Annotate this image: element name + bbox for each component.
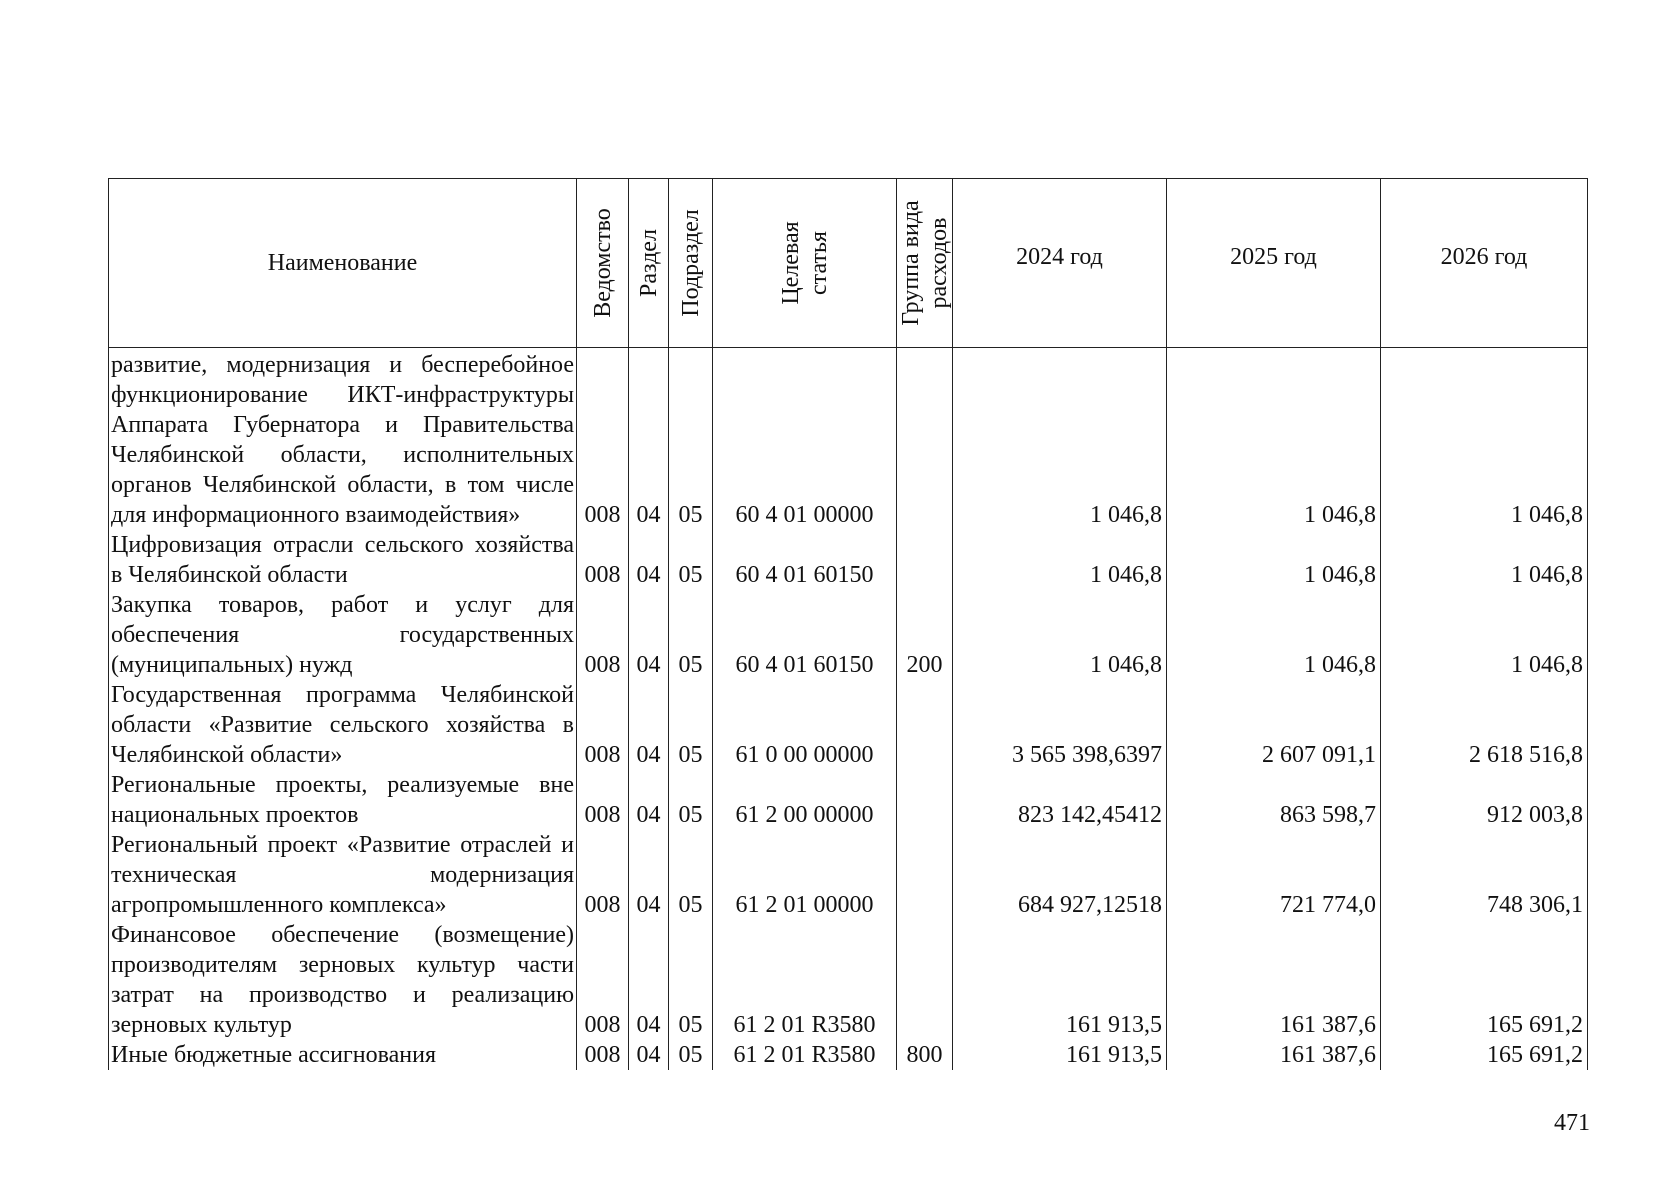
row-target-article: 60 4 01 60150 [713,530,897,590]
row-expense-group [897,920,953,1040]
row-section: 04 [629,1040,669,1070]
row-subsection: 05 [669,1040,713,1070]
row-name: Иные бюджетные ассигнования [109,1040,577,1070]
header-year-2025: 2025 год [1167,179,1381,348]
table-row [109,830,1588,920]
row-amount-2025: 863 598,7 [1167,770,1381,830]
table-row [109,920,1588,1040]
row-subsection: 05 [669,590,713,680]
row-amount-2025: 1 046,8 [1167,530,1381,590]
row-section: 04 [629,530,669,590]
row-name: Государственная программа Челябинской области «Развитие сельского хозяйства в Челябинской области» [109,680,577,770]
row-expense-group [897,770,953,830]
row-expense-group [897,530,953,590]
row-department: 008 [577,680,629,770]
header-name: Наименование [109,179,577,348]
row-name: Финансовое обеспечение (возмещение) производителям зерновых культур части затрат на производство и реализацию зерновых культур [109,920,577,1040]
row-department: 008 [577,920,629,1040]
header-department: Ведомство [577,179,629,348]
row-department: 008 [577,770,629,830]
row-amount-2024: 684 927,12518 [953,830,1167,920]
row-target-article: 61 2 01 00000 [713,830,897,920]
row-subsection: 05 [669,348,713,531]
row-section: 04 [629,770,669,830]
table-row [109,770,1588,830]
row-department: 008 [577,348,629,531]
row-department: 008 [577,830,629,920]
row-amount-2026: 1 046,8 [1381,348,1588,531]
row-section: 04 [629,830,669,920]
row-department: 008 [577,590,629,680]
row-amount-2026: 165 691,2 [1381,1040,1588,1070]
row-target-article: 61 2 01 R3580 [713,1040,897,1070]
table-header [109,179,1588,348]
header-target-article: Целевая статья [713,179,897,348]
row-section: 04 [629,680,669,770]
row-expense-group: 800 [897,1040,953,1070]
row-target-article: 61 2 00 00000 [713,770,897,830]
row-expense-group [897,680,953,770]
row-amount-2026: 165 691,2 [1381,920,1588,1040]
row-target-article: 60 4 01 00000 [713,348,897,531]
table-row [109,680,1588,770]
row-target-article: 60 4 01 60150 [713,590,897,680]
row-amount-2024: 1 046,8 [953,590,1167,680]
header-year-2026: 2026 год [1381,179,1588,348]
row-amount-2026: 1 046,8 [1381,590,1588,680]
row-name: Закупка товаров, работ и услуг для обеспечения государственных (муниципальных) нужд [109,590,577,680]
row-name: Региональные проекты, реализуемые вне национальных проектов [109,770,577,830]
page-number: 471 [1554,1110,1590,1136]
row-name: Цифровизация отрасли сельского хозяйства в Челябинской области [109,530,577,590]
row-expense-group [897,830,953,920]
row-amount-2024: 161 913,5 [953,920,1167,1040]
row-amount-2026: 748 306,1 [1381,830,1588,920]
row-section: 04 [629,920,669,1040]
budget-table [108,178,1588,1070]
row-amount-2025: 161 387,6 [1167,920,1381,1040]
row-section: 04 [629,348,669,531]
table-row [109,530,1588,590]
row-subsection: 05 [669,680,713,770]
row-amount-2025: 161 387,6 [1167,1040,1381,1070]
row-section: 04 [629,590,669,680]
header-subsection: Подраздел [669,179,713,348]
row-subsection: 05 [669,830,713,920]
header-section: Раздел [629,179,669,348]
row-amount-2024: 3 565 398,6397 [953,680,1167,770]
row-amount-2024: 1 046,8 [953,348,1167,531]
row-target-article: 61 2 01 R3580 [713,920,897,1040]
row-name: развитие, модернизация и бесперебойное функционирование ИКТ-инфраструктуры Аппарата Губернатора и Правительства Челябинской области, исполнительных органов Челябинской области, в том числе для информационного взаимодействия» [109,348,577,531]
row-subsection: 05 [669,530,713,590]
row-amount-2025: 2 607 091,1 [1167,680,1381,770]
table-row [109,1040,1588,1070]
row-name: Региональный проект «Развитие отраслей и техническая модернизация агропромышленного комплекса» [109,830,577,920]
row-amount-2025: 1 046,8 [1167,348,1381,531]
row-department: 008 [577,1040,629,1070]
row-department: 008 [577,530,629,590]
row-amount-2024: 823 142,45412 [953,770,1167,830]
row-amount-2026: 1 046,8 [1381,530,1588,590]
row-subsection: 05 [669,770,713,830]
row-amount-2024: 1 046,8 [953,530,1167,590]
table-row [109,348,1588,531]
row-amount-2026: 912 003,8 [1381,770,1588,830]
row-expense-group: 200 [897,590,953,680]
row-amount-2026: 2 618 516,8 [1381,680,1588,770]
header-year-2024: 2024 год [953,179,1167,348]
row-subsection: 05 [669,920,713,1040]
header-expense-group: Группа вида расходов [897,179,953,348]
row-amount-2025: 1 046,8 [1167,590,1381,680]
row-amount-2024: 161 913,5 [953,1040,1167,1070]
table-row [109,590,1588,680]
row-amount-2025: 721 774,0 [1167,830,1381,920]
table-body [109,348,1588,1071]
row-target-article: 61 0 00 00000 [713,680,897,770]
row-expense-group [897,348,953,531]
